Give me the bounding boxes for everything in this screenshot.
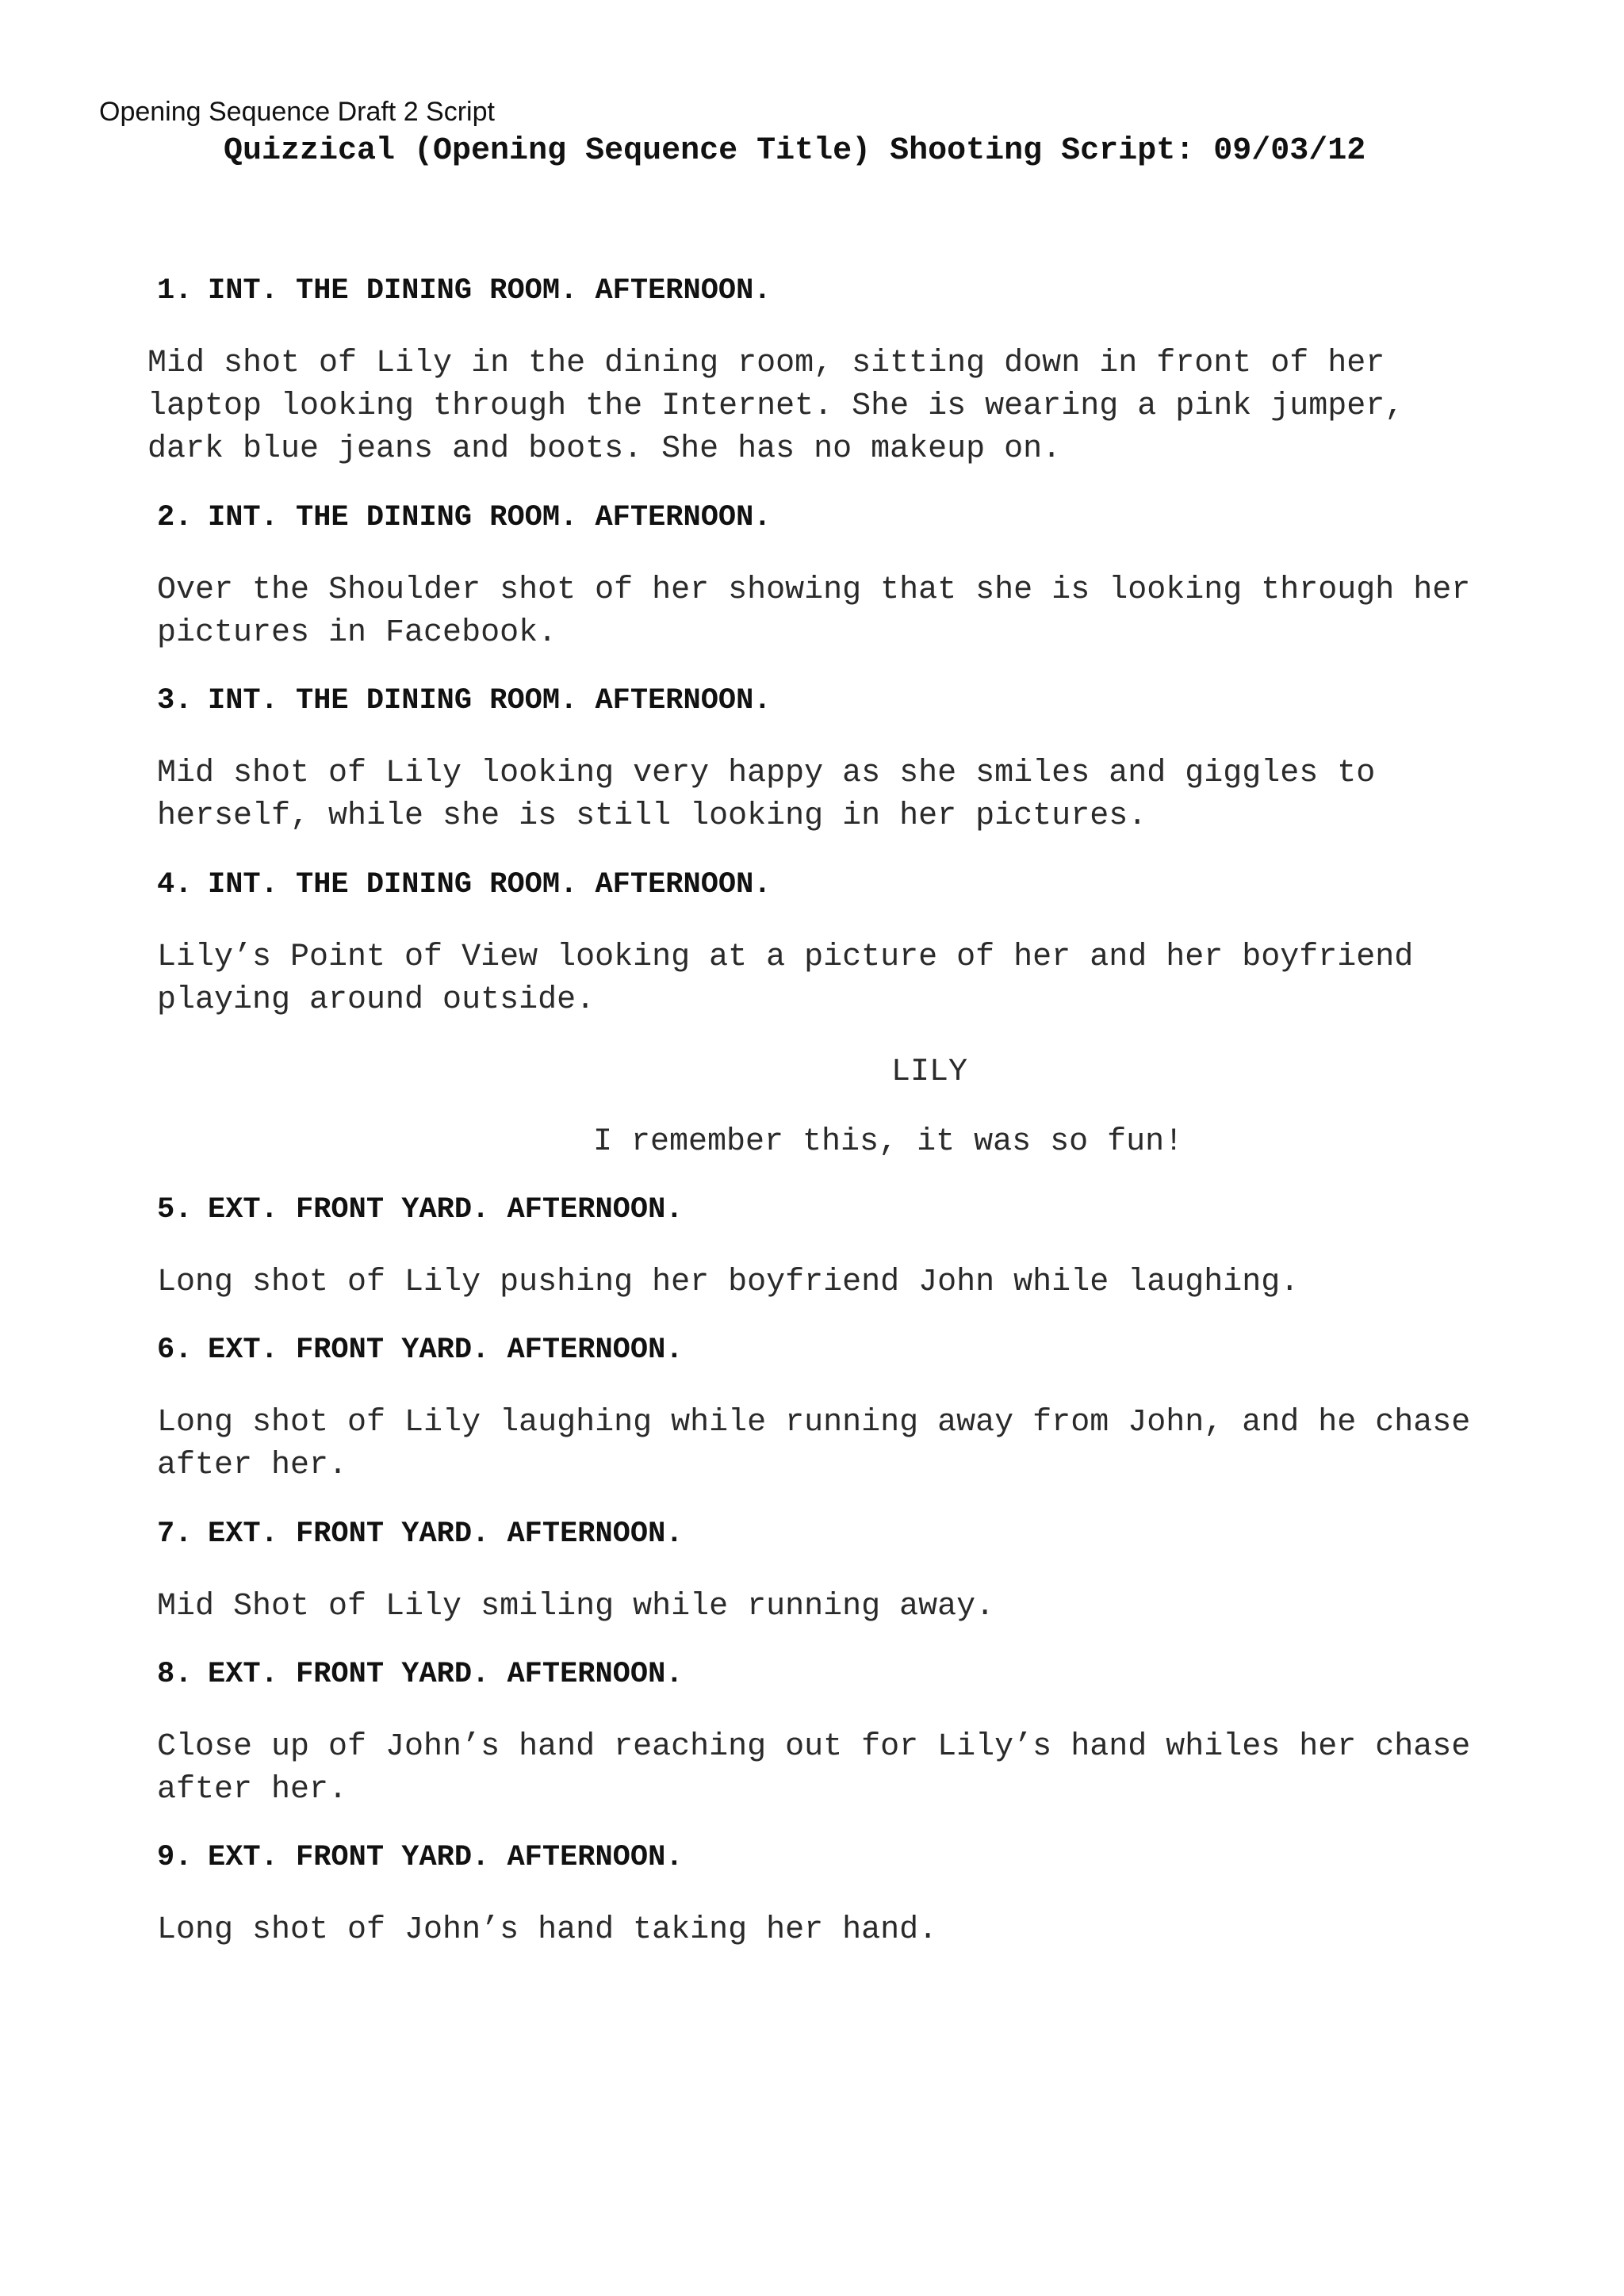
scene-number: 3. xyxy=(157,684,193,718)
scene-heading-9 xyxy=(157,1841,684,1874)
scene-heading-text: EXT. FRONT YARD. AFTERNOON. xyxy=(208,1658,684,1691)
scene-action-3: Mid shot of Lily looking very happy as she smiles and giggles to herself, while she is still looking in her pictures. xyxy=(157,756,1376,834)
scene-heading-6 xyxy=(157,1334,684,1367)
scene-action-7: Mid Shot of Lily smiling while running away. xyxy=(157,1589,995,1624)
scene-number: 8. xyxy=(157,1658,193,1691)
scene-action-1: Mid shot of Lily in the dining room, sitting down in front of her laptop looking through the Internet. She is wearing a pink jumper, dark blue jeans and boots. She has no makeup on. xyxy=(147,346,1404,467)
document-header-label: Opening Sequence Draft 2 Script xyxy=(99,97,495,127)
scene-action-4: Lily’s Point of View looking at a picture of her and her boyfriend playing around outside. xyxy=(157,939,1414,1018)
scene-number: 1. xyxy=(157,274,193,308)
scene-number: 4. xyxy=(157,868,193,901)
scene-heading-text: EXT. FRONT YARD. AFTERNOON. xyxy=(208,1334,684,1367)
scene-heading-5 xyxy=(157,1193,684,1226)
scene-heading-2 xyxy=(157,501,772,534)
scene-number: 2. xyxy=(157,501,193,534)
scene-action-6: Long shot of Lily laughing while running away from John, and he chase after her. xyxy=(157,1405,1471,1483)
scene-heading-7 xyxy=(157,1517,684,1551)
scene-action-9: Long shot of John’s hand taking her hand. xyxy=(157,1912,938,1948)
scene-number: 9. xyxy=(157,1841,193,1874)
scene-heading-text: EXT. FRONT YARD. AFTERNOON. xyxy=(208,1193,684,1226)
scene-heading-3 xyxy=(157,684,772,718)
scene-heading-text: EXT. FRONT YARD. AFTERNOON. xyxy=(208,1841,684,1874)
scene-heading-text: INT. THE DINING ROOM. AFTERNOON. xyxy=(208,274,772,308)
scene-heading-1 xyxy=(157,274,772,308)
dialogue-line: I remember this, it was so fun! xyxy=(593,1124,1184,1160)
character-name-lily: LILY xyxy=(891,1054,968,1090)
scene-heading-text: INT. THE DINING ROOM. AFTERNOON. xyxy=(208,868,772,901)
script-title: Quizzical (Opening Sequence Title) Shooting Script: 09/03/12 xyxy=(224,133,1366,169)
scene-heading-text: INT. THE DINING ROOM. AFTERNOON. xyxy=(208,501,772,534)
scene-action-2: Over the Shoulder shot of her showing that she is looking through her pictures in Facebook. xyxy=(157,572,1471,651)
scene-number: 5. xyxy=(157,1193,193,1226)
scene-heading-text: INT. THE DINING ROOM. AFTERNOON. xyxy=(208,684,772,718)
scene-action-5: Long shot of Lily pushing her boyfriend John while laughing. xyxy=(157,1265,1300,1300)
scene-number: 7. xyxy=(157,1517,193,1551)
scene-heading-4 xyxy=(157,868,772,901)
scene-number: 6. xyxy=(157,1334,193,1367)
scene-heading-text: EXT. FRONT YARD. AFTERNOON. xyxy=(208,1517,684,1551)
scene-heading-8 xyxy=(157,1658,684,1691)
scene-action-8: Close up of John’s hand reaching out for Lily’s hand whiles her chase after her. xyxy=(157,1729,1471,1808)
